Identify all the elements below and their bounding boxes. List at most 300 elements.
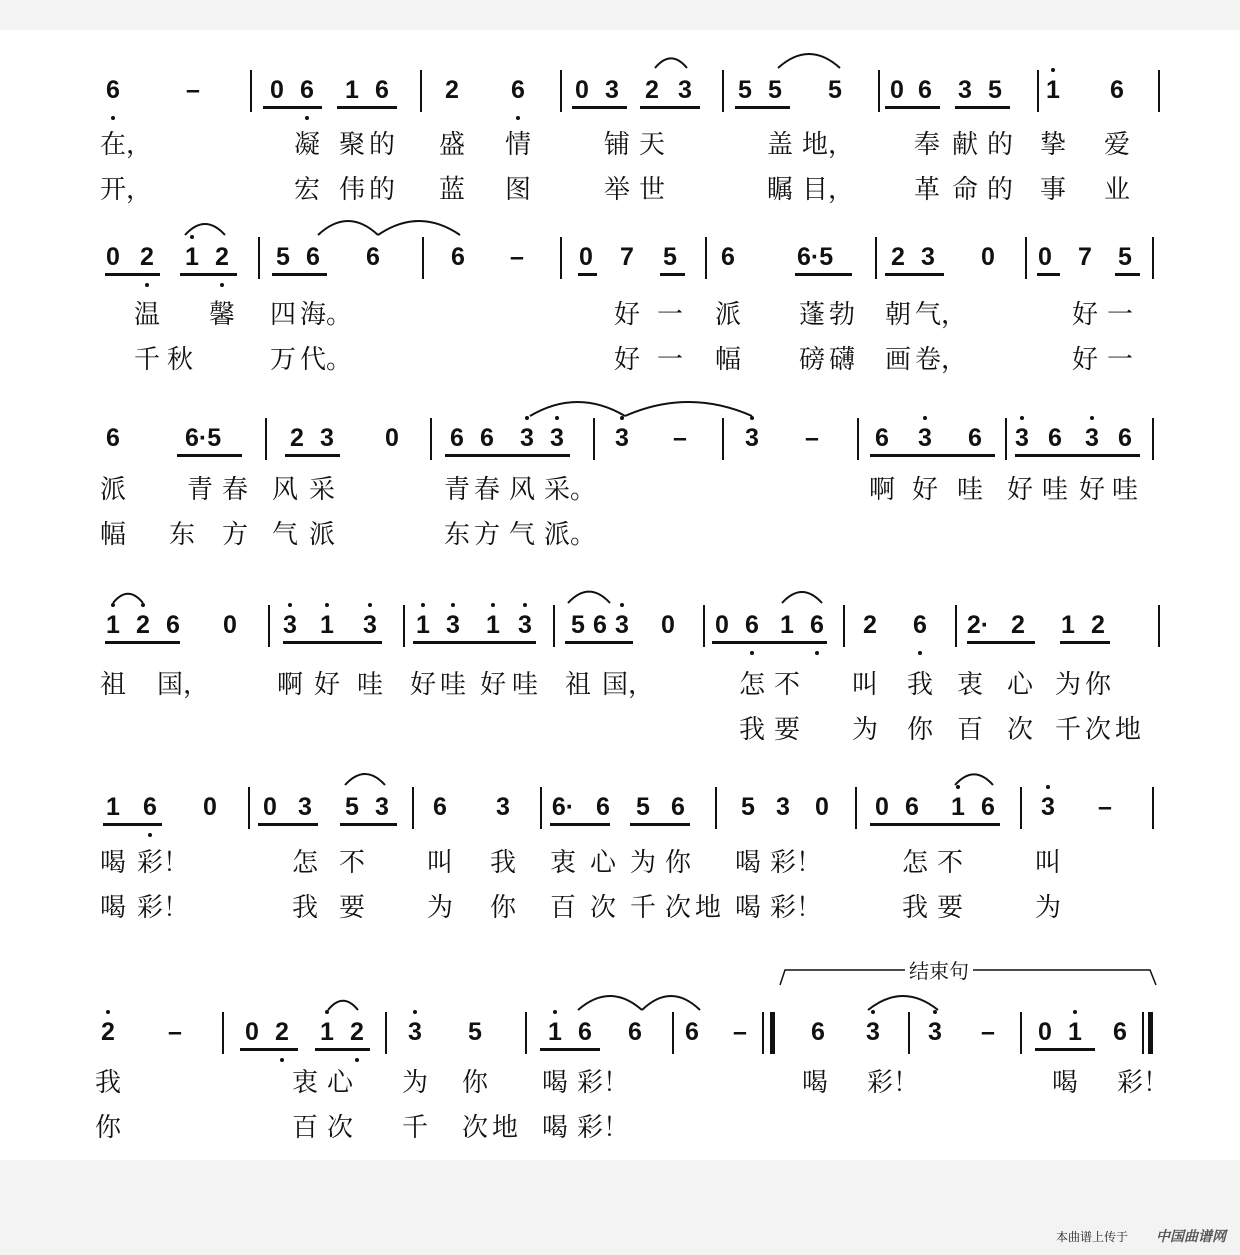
jianpu-note: 3	[918, 424, 932, 452]
octave-dot-low	[148, 833, 152, 837]
duration-underline	[870, 823, 1000, 826]
lyric-syllable: 好	[410, 670, 437, 700]
slur-1-0	[185, 224, 225, 235]
lyric-syllable: 彩！	[137, 893, 190, 923]
jianpu-note: 2	[445, 76, 459, 104]
octave-dot-high	[1073, 1010, 1077, 1014]
repeat-barline	[762, 1012, 764, 1054]
jianpu-note: 6	[745, 611, 759, 639]
barline	[1152, 418, 1154, 460]
jianpu-note: 5	[663, 243, 677, 271]
notation-row	[0, 605, 1240, 645]
lyric-syllable: 一	[657, 345, 684, 375]
lyric-line	[0, 295, 1240, 335]
site-logo[interactable]: 中国曲谱网	[1156, 1229, 1226, 1245]
lyric-syllable: 啊	[277, 670, 304, 700]
jianpu-note: 6	[596, 793, 610, 821]
lyric-syllable: 百	[292, 1113, 319, 1143]
jianpu-note: 0	[106, 243, 120, 271]
lyric-syllable: 喝	[1052, 1068, 1079, 1098]
jianpu-note: 5	[276, 243, 290, 271]
duration-underline	[272, 273, 327, 276]
duration-underline	[630, 823, 690, 826]
barline	[403, 605, 405, 647]
jianpu-note: 1	[486, 611, 500, 639]
barline	[672, 1012, 674, 1054]
lyric-syllable: 彩！	[1117, 1068, 1170, 1098]
barline	[553, 605, 555, 647]
lyric-syllable: 地	[492, 1113, 519, 1143]
lyric-syllable: 气，	[915, 300, 968, 330]
duration-underline	[967, 641, 1035, 644]
barline	[855, 787, 857, 829]
lyric-syllable: 东	[444, 520, 471, 550]
jianpu-note: 5	[636, 793, 650, 821]
lyric-syllable: 喝	[802, 1068, 829, 1098]
lyric-line	[0, 888, 1240, 928]
duration-underline	[540, 1048, 600, 1051]
lyric-syllable: 国，	[602, 670, 655, 700]
octave-dot-low	[516, 116, 520, 120]
lyric-syllable: 不	[774, 670, 801, 700]
lyric-syllable: 开，	[100, 175, 153, 205]
jianpu-note: 5	[1118, 243, 1132, 271]
lyric-syllable: 方	[222, 520, 249, 550]
jianpu-note: 6	[918, 76, 932, 104]
lyric-syllable: 青	[444, 475, 471, 505]
octave-dot-high	[421, 603, 425, 607]
octave-dot-high	[451, 603, 455, 607]
lyric-syllable: 心	[327, 1068, 354, 1098]
octave-dot-high	[413, 1010, 417, 1014]
octave-dot-high	[1051, 68, 1055, 72]
lyric-syllable: 好	[1072, 345, 1099, 375]
lyric-syllable: 的	[369, 175, 396, 205]
lyric-syllable: 你	[95, 1113, 122, 1143]
jianpu-note: 3	[1041, 793, 1055, 821]
lyric-syllable: 青	[187, 475, 214, 505]
duration-underline	[870, 454, 995, 457]
dash-extension: –	[1098, 793, 1112, 821]
lyric-syllable: 东	[169, 520, 196, 550]
octave-dot-high	[111, 603, 115, 607]
lyric-syllable: 蓬	[799, 300, 826, 330]
lyric-syllable: 次	[665, 893, 692, 923]
lyric-line	[0, 170, 1240, 210]
lyric-syllable: 勃	[829, 300, 856, 330]
lyric-syllable: 为	[1055, 670, 1082, 700]
jianpu-note: 3	[446, 611, 460, 639]
octave-dot-low	[815, 651, 819, 655]
notation-row	[0, 418, 1240, 458]
upload-note: 本曲谱上传于	[1055, 1230, 1128, 1244]
lyric-syllable: 春	[474, 475, 501, 505]
lyric-syllable: 百	[550, 893, 577, 923]
jianpu-note: 6	[875, 424, 889, 452]
lyric-line	[0, 1108, 1240, 1148]
jianpu-note: 6	[450, 424, 464, 452]
lyric-syllable: 哇	[1042, 475, 1069, 505]
octave-dot-low	[280, 1058, 284, 1062]
lyric-syllable: 为	[630, 848, 657, 878]
jianpu-note: 6	[685, 1018, 699, 1046]
notation-row	[0, 787, 1240, 827]
lyric-syllable: 好	[614, 345, 641, 375]
octave-dot-high	[1020, 416, 1024, 420]
barline	[250, 70, 252, 112]
lyric-syllable: 为	[1035, 893, 1062, 923]
lyric-syllable: 心	[1007, 670, 1034, 700]
jianpu-note: 2	[645, 76, 659, 104]
barline	[1152, 787, 1154, 829]
lyric-syllable: 事	[1040, 175, 1067, 205]
lyric-syllable: 为	[427, 893, 454, 923]
jianpu-note: 6	[968, 424, 982, 452]
octave-dot-high	[1046, 785, 1050, 789]
lyric-syllable: 举	[604, 175, 631, 205]
octave-dot-high	[956, 785, 960, 789]
lyric-syllable: 的	[987, 130, 1014, 160]
duration-underline	[445, 454, 570, 457]
lyric-syllable: 风	[272, 475, 299, 505]
octave-dot-high	[141, 603, 145, 607]
barline	[955, 605, 957, 647]
lyric-line	[0, 1063, 1240, 1103]
lyric-syllable: 我	[739, 715, 766, 745]
barline	[560, 237, 562, 279]
octave-dot-high	[555, 416, 559, 420]
lyric-syllable: 我	[95, 1068, 122, 1098]
notation-row	[0, 70, 1240, 110]
lyric-line	[0, 470, 1240, 510]
slur-0-0	[655, 58, 687, 68]
barline	[422, 237, 424, 279]
jianpu-note: 5	[828, 76, 842, 104]
barline	[1158, 70, 1160, 112]
jianpu-note: 6·	[551, 793, 575, 821]
jianpu-note: 0	[270, 76, 284, 104]
lyric-syllable: 叫	[427, 848, 454, 878]
duration-underline	[795, 273, 852, 276]
lyric-syllable: 四	[270, 300, 297, 330]
octave-dot-low	[355, 1058, 359, 1062]
jianpu-note: 1	[106, 793, 120, 821]
lyric-syllable: 喝	[542, 1113, 569, 1143]
duration-underline	[258, 823, 318, 826]
lyric-syllable: 风	[509, 475, 536, 505]
lyric-syllable: 彩！	[577, 1113, 630, 1143]
jianpu-note: 3	[605, 76, 619, 104]
jianpu-note: 0	[1038, 243, 1052, 271]
lyric-syllable: 喝	[100, 848, 127, 878]
lyric-syllable: 卷，	[915, 345, 968, 375]
jianpu-note: 6	[511, 76, 525, 104]
lyric-syllable: 盖	[767, 130, 794, 160]
barline	[1005, 418, 1007, 460]
lyric-syllable: 怎	[739, 670, 766, 700]
jianpu-note: 0	[385, 424, 399, 452]
dash-extension: –	[186, 76, 200, 104]
duration-underline	[572, 106, 627, 109]
lyric-syllable: 磅	[799, 345, 826, 375]
slur-3-1	[568, 592, 610, 603]
jianpu-note: 0	[245, 1018, 259, 1046]
jianpu-note: 6	[306, 243, 320, 271]
lyric-syllable: 朝	[885, 300, 912, 330]
jianpu-note: 1	[1046, 76, 1060, 104]
barline	[857, 418, 859, 460]
barline	[705, 237, 707, 279]
lyric-syllable: 温	[134, 300, 161, 330]
lyric-syllable: 世	[639, 175, 666, 205]
lyric-syllable: 百	[957, 715, 984, 745]
slur-5-1	[578, 996, 642, 1010]
jianpu-note: 6	[143, 793, 157, 821]
lyric-syllable: 气	[272, 520, 299, 550]
duration-underline	[1115, 273, 1140, 276]
jianpu-note: 2	[891, 243, 905, 271]
lyric-syllable: 次	[327, 1113, 354, 1143]
lyric-syllable: 哇	[1112, 475, 1139, 505]
jianpu-note: 0	[203, 793, 217, 821]
duration-underline	[735, 106, 790, 109]
barline	[843, 605, 845, 647]
jianpu-note: 7	[1078, 243, 1092, 271]
octave-dot-high	[106, 1010, 110, 1014]
jianpu-note: 1	[345, 76, 359, 104]
lyric-syllable: 派	[715, 300, 742, 330]
lyric-syllable: 业	[1104, 175, 1131, 205]
jianpu-note: 3	[408, 1018, 422, 1046]
slur-2-1	[625, 402, 752, 416]
jianpu-note: 3	[958, 76, 972, 104]
duration-underline	[550, 823, 610, 826]
jianpu-note: 3	[1085, 424, 1099, 452]
octave-dot-high	[620, 603, 624, 607]
jianpu-note: 3	[520, 424, 534, 452]
lyric-syllable: 挚	[1040, 130, 1067, 160]
barline	[1152, 237, 1154, 279]
jianpu-note: 3	[615, 611, 629, 639]
duration-underline	[263, 106, 322, 109]
lyric-syllable: 千	[630, 893, 657, 923]
lyric-syllable: 海。	[300, 300, 353, 330]
octave-dot-low	[145, 283, 149, 287]
lyric-syllable: 地，	[802, 130, 855, 160]
jianpu-note: 2	[290, 424, 304, 452]
jianpu-note: 3	[320, 424, 334, 452]
octave-dot-high	[525, 416, 529, 420]
lyric-syllable: 瞩	[767, 175, 794, 205]
slur-5-2	[642, 996, 700, 1010]
lyric-syllable: 命	[952, 175, 979, 205]
jianpu-note: 6	[300, 76, 314, 104]
barline	[540, 787, 542, 829]
lyric-syllable: 彩！	[867, 1068, 920, 1098]
lyric-syllable: 献	[952, 130, 979, 160]
jianpu-note: 5	[768, 76, 782, 104]
lyric-syllable: 不	[937, 848, 964, 878]
lyric-syllable: 心	[590, 848, 617, 878]
barline	[420, 70, 422, 112]
barline	[593, 418, 595, 460]
duration-underline	[885, 273, 944, 276]
duration-underline	[103, 823, 162, 826]
jianpu-note: 5	[988, 76, 1002, 104]
lyric-syllable: 派	[309, 520, 336, 550]
lyric-syllable: 喝	[735, 848, 762, 878]
dash-extension: –	[673, 424, 687, 452]
lyric-syllable: 千	[134, 345, 161, 375]
octave-dot-high	[325, 1010, 329, 1014]
lyric-syllable: 春	[222, 475, 249, 505]
dash-extension: –	[510, 243, 524, 271]
lyric-syllable: 哇	[512, 670, 539, 700]
lyric-syllable: 次	[1007, 715, 1034, 745]
jianpu-note: 3	[866, 1018, 880, 1046]
jianpu-note: 1	[320, 611, 334, 639]
jianpu-note: 6	[480, 424, 494, 452]
lyric-syllable: 衷	[292, 1068, 319, 1098]
duration-underline	[413, 641, 536, 644]
lyric-syllable: 方	[474, 520, 501, 550]
jianpu-note: 3	[518, 611, 532, 639]
octave-dot-low	[305, 116, 309, 120]
lyric-syllable: 天	[639, 130, 666, 160]
duration-underline	[660, 273, 685, 276]
lyric-syllable: 怎	[292, 848, 319, 878]
lyric-syllable: 聚	[339, 130, 366, 160]
duration-underline	[285, 454, 340, 457]
lyric-line	[0, 665, 1240, 705]
jianpu-note: 6	[433, 793, 447, 821]
duration-underline	[337, 106, 397, 109]
lyric-syllable: 喝	[100, 893, 127, 923]
duration-underline	[955, 106, 1010, 109]
lyric-syllable: 的	[987, 175, 1014, 205]
duration-underline	[640, 106, 700, 109]
lyric-line	[0, 515, 1240, 555]
slur-5-3	[868, 996, 938, 1010]
jianpu-note: 0	[223, 611, 237, 639]
octave-dot-low	[918, 651, 922, 655]
octave-dot-high	[750, 416, 754, 420]
lyric-syllable: 叫	[852, 670, 879, 700]
barline	[715, 787, 717, 829]
lyric-syllable: 哇	[957, 475, 984, 505]
jianpu-note: 7	[620, 243, 634, 271]
jianpu-note: 1	[106, 611, 120, 639]
lyric-syllable: 宏	[294, 175, 321, 205]
duration-underline	[315, 1048, 370, 1051]
duration-underline	[1037, 273, 1060, 276]
jianpu-note: 5	[738, 76, 752, 104]
lyric-syllable: 采	[309, 475, 336, 505]
lyric-syllable: 一	[1107, 345, 1134, 375]
barline	[1158, 605, 1160, 647]
lyric-syllable: 万	[270, 345, 297, 375]
jianpu-note: 6	[166, 611, 180, 639]
jianpu-note: 6	[628, 1018, 642, 1046]
lyric-syllable: 好	[1072, 300, 1099, 330]
jianpu-note: 0	[981, 243, 995, 271]
lyric-syllable: 好	[314, 670, 341, 700]
jianpu-note: 3	[298, 793, 312, 821]
lyric-syllable: 好	[614, 300, 641, 330]
lyric-syllable: 采。	[544, 475, 597, 505]
jianpu-note: 0	[575, 76, 589, 104]
lyric-syllable: 馨	[209, 300, 236, 330]
jianpu-note: 0	[263, 793, 277, 821]
lyric-syllable: 铺	[604, 130, 631, 160]
duration-underline	[712, 641, 827, 644]
slur-1-2	[378, 221, 460, 235]
slur-3-2	[782, 592, 822, 603]
duration-underline	[1015, 454, 1140, 457]
barline	[560, 70, 562, 112]
jianpu-note: 6	[721, 243, 735, 271]
lyric-syllable: 你	[1085, 670, 1112, 700]
lyric-syllable: 幅	[715, 345, 742, 375]
lyric-syllable: 幅	[100, 520, 127, 550]
jianpu-note: 1	[780, 611, 794, 639]
lyric-syllable: 凝	[294, 130, 321, 160]
jianpu-note: 6	[1118, 424, 1132, 452]
lyric-syllable: 我	[490, 848, 517, 878]
jianpu-note: 6	[1113, 1018, 1127, 1046]
jianpu-note: 6	[375, 76, 389, 104]
jianpu-note: 1	[1068, 1018, 1082, 1046]
lyric-syllable: 衷	[957, 670, 984, 700]
jianpu-note: 2	[215, 243, 229, 271]
lyric-syllable: 衷	[550, 848, 577, 878]
jianpu-note: 3	[283, 611, 297, 639]
jianpu-note: 3	[550, 424, 564, 452]
barline	[430, 418, 432, 460]
duration-underline	[283, 641, 382, 644]
octave-dot-low	[750, 651, 754, 655]
jianpu-note: 1	[951, 793, 965, 821]
octave-dot-low	[220, 283, 224, 287]
jianpu-note: 2	[1091, 611, 1105, 639]
duration-underline	[177, 454, 242, 457]
barline	[703, 605, 705, 647]
lyric-syllable: 千	[1055, 715, 1082, 745]
lyric-syllable: 派	[100, 475, 127, 505]
lyric-syllable: 秋	[167, 345, 194, 375]
lyric-syllable: 地	[695, 893, 722, 923]
jianpu-note: 6	[451, 243, 465, 271]
barline	[722, 70, 724, 112]
jianpu-note: 0	[815, 793, 829, 821]
octave-dot-high	[620, 416, 624, 420]
lyric-syllable: 在，	[100, 130, 153, 160]
lyric-syllable: 蓝	[439, 175, 466, 205]
jianpu-note: 0	[661, 611, 675, 639]
duration-underline	[105, 641, 180, 644]
lyric-syllable: 你	[462, 1068, 489, 1098]
lyric-syllable: 盛	[439, 130, 466, 160]
lyric-syllable: 你	[490, 893, 517, 923]
jianpu-note: 3	[678, 76, 692, 104]
jianpu-note: 1	[185, 243, 199, 271]
slur-1-1	[318, 221, 378, 235]
barline	[1148, 1012, 1153, 1054]
lyric-syllable: 次	[590, 893, 617, 923]
jianpu-note: 1	[548, 1018, 562, 1046]
lyric-syllable: 好	[480, 670, 507, 700]
lyric-syllable: 彩！	[770, 893, 823, 923]
